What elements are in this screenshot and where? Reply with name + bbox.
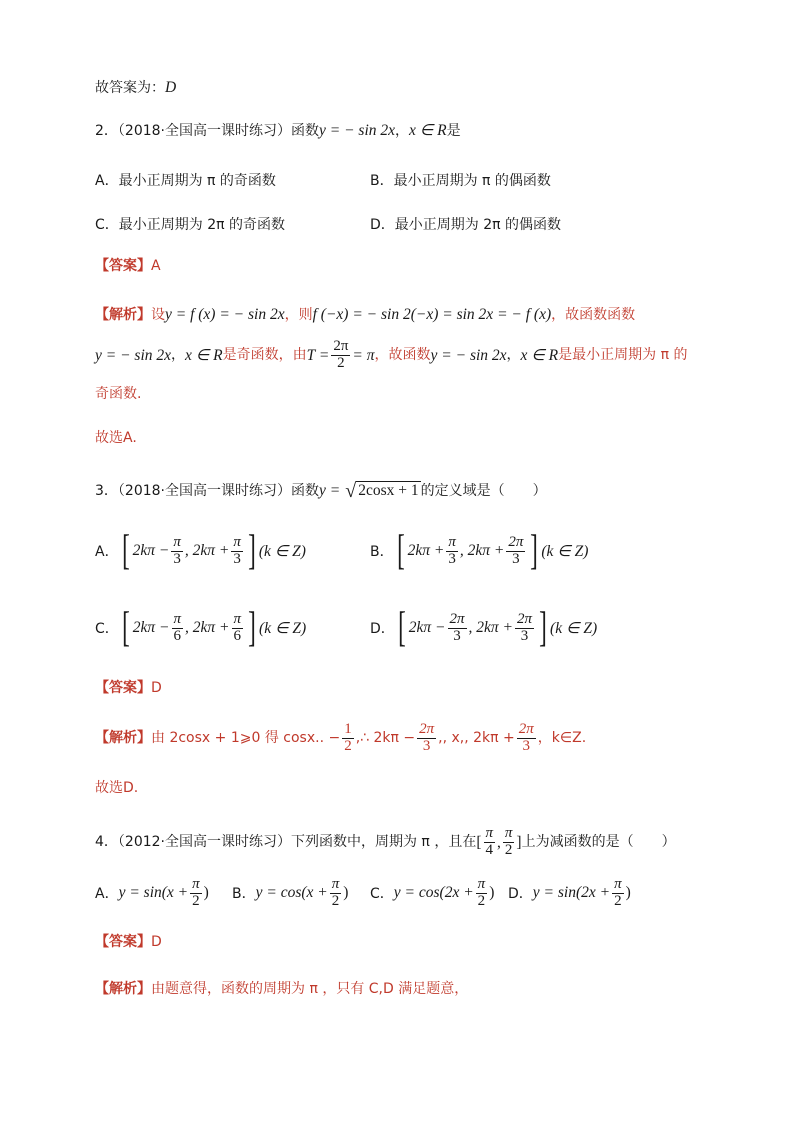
- q3-option-d-label: D．: [370, 621, 395, 637]
- fraction-den: 6: [233, 627, 242, 644]
- q3-exp-c: ,, x,, 2kπ +: [438, 730, 515, 747]
- q2-exp1-b: y = f (x) = − sin 2x: [165, 306, 285, 323]
- q4-stem-b: 上为减函数的是（ ）: [521, 834, 676, 851]
- q3-exp-b: ,∴ 2kπ −: [355, 730, 416, 747]
- q2-exp2-a: y = − sin 2x: [95, 346, 172, 364]
- left-bracket: [: [121, 605, 130, 651]
- q2-option-c: [95, 214, 285, 234]
- q3-exp-a: 由 2cosx + 1⩾0 得 cosx.. −: [151, 730, 341, 747]
- q4-option-c-label: C．: [370, 886, 394, 903]
- q3-answer: [95, 681, 162, 695]
- fraction-num: π: [173, 533, 181, 550]
- answer-value: D: [151, 680, 162, 696]
- k-condition: (k ∈ Z): [541, 542, 589, 560]
- fraction-den: 2: [504, 841, 513, 858]
- fraction: [503, 826, 515, 859]
- fraction-den: 4: [485, 841, 493, 858]
- k-condition: (k ∈ Z): [259, 619, 307, 637]
- q2-explanation-line-3: [95, 387, 141, 401]
- q3-option-b: [370, 530, 588, 572]
- right-bracket: ]: [247, 528, 256, 574]
- q2-explanation-line-2: [95, 339, 688, 372]
- q2-exp2-k: 是最小正周期为 π 的: [558, 347, 688, 364]
- expr: y = sin(2x +: [532, 884, 611, 902]
- fraction-num: π: [485, 825, 494, 841]
- sqrt-sign: √: [345, 480, 357, 502]
- q2-exp2-b: ，: [171, 347, 186, 364]
- fraction: [171, 535, 183, 568]
- fraction-den: 2: [337, 354, 345, 371]
- q3-option-d: [370, 607, 597, 649]
- fraction-den: 3: [512, 550, 520, 567]
- explanation-tag: 【解析】: [95, 981, 151, 997]
- fraction: [476, 877, 488, 910]
- q3-option-b-label: B．: [370, 544, 394, 560]
- q2-option-a: [95, 170, 276, 190]
- q4-option-a: [95, 877, 209, 910]
- close-paren: ): [625, 884, 631, 902]
- fraction-num: π: [233, 533, 241, 550]
- fraction-num: π: [192, 876, 200, 892]
- q2-exp1-e: ，故函数函数: [551, 306, 636, 323]
- expr: , 2kπ +: [184, 542, 230, 559]
- fraction: [506, 535, 525, 568]
- q3-stem-y: y =: [319, 482, 341, 500]
- right-bracket: ]: [530, 528, 539, 574]
- q3-exp-d: ，k∈Z.: [537, 730, 587, 747]
- expr: y = sin(x +: [118, 884, 189, 902]
- left-bracket: [: [397, 605, 406, 651]
- q3-stem-a: 3．（2018·全国高一课时练习）函数: [95, 483, 319, 499]
- prev-answer-value: D: [165, 79, 177, 96]
- q2-option-a-text: A．最小正周期为 π 的奇函数: [95, 173, 276, 189]
- fraction: [232, 612, 244, 645]
- fraction: [446, 535, 458, 568]
- q3-choose-text: 故选D.: [95, 780, 139, 796]
- close-paren: ): [203, 884, 209, 902]
- fraction-num: π: [233, 610, 242, 627]
- fraction-num: π: [614, 876, 622, 892]
- left-bracket: [: [396, 528, 405, 574]
- q2-choose-text: 故选A.: [95, 430, 137, 446]
- fraction-den: 2: [344, 737, 352, 754]
- expr: y = cos(x +: [255, 884, 328, 902]
- q2-sep: ，: [395, 122, 410, 139]
- fraction-num: 2π: [419, 721, 435, 737]
- q2-domain: x ∈ R: [409, 122, 447, 139]
- expr: 2kπ −: [408, 619, 446, 636]
- q2-stem-text: 2．（2018·全国高一课时练习）函数: [95, 122, 319, 139]
- q2-exp2-c: x ∈ R: [185, 346, 223, 364]
- fraction-den: 3: [453, 627, 461, 644]
- fraction-den: 3: [173, 550, 181, 567]
- fraction-num: 2π: [517, 610, 533, 627]
- q2-choose: [95, 431, 137, 445]
- expr: , 2kπ +: [185, 619, 230, 636]
- fraction-den: 3: [520, 627, 529, 644]
- q3-option-a-label: A．: [95, 544, 119, 560]
- expr: , 2kπ +: [459, 542, 505, 559]
- sqrt-radicand: 2cosx + 1: [358, 482, 419, 499]
- fraction: [515, 612, 534, 645]
- q2-answer: [95, 259, 161, 273]
- interval-comma: ,: [497, 833, 501, 851]
- fraction-den: 2: [614, 892, 622, 909]
- fraction-den: 2: [331, 892, 340, 909]
- fraction-num: π: [448, 533, 456, 550]
- q2-exp1-c: ，则: [284, 306, 313, 323]
- q2-exp2-g: ，故函数: [374, 347, 431, 364]
- q2-exp2-j: x ∈ R: [520, 346, 559, 364]
- q2-exp1-a: 设: [151, 306, 165, 323]
- fraction-num: π: [477, 876, 486, 892]
- q4-option-b: [232, 877, 348, 910]
- q2-exp2-h: y = − sin 2x: [430, 346, 507, 364]
- q4-option-d: [508, 877, 631, 910]
- fraction-den: 3: [422, 737, 431, 754]
- fraction-den: 6: [173, 627, 182, 644]
- prev-answer-line: [95, 80, 176, 96]
- q3-explanation: [95, 722, 586, 755]
- q2-exp2-fraction: [331, 339, 350, 372]
- fraction-num: π: [331, 876, 340, 892]
- fraction: [417, 722, 436, 755]
- q2-exp2-i: ，: [506, 347, 521, 364]
- q2-option-d: [370, 214, 561, 234]
- q2-exp1-d: f (−x) = − sin 2(−x) = sin 2x = − f (x): [312, 306, 552, 323]
- answer-tag: 【答案】: [95, 258, 151, 274]
- fraction: [448, 612, 467, 645]
- q4-option-c: [370, 877, 494, 910]
- fraction-num: 2π: [333, 338, 349, 354]
- q4-option-b-label: B．: [232, 886, 256, 903]
- close-paren: ): [489, 884, 495, 902]
- fraction-den: 3: [233, 550, 241, 567]
- fraction-den: 3: [448, 550, 456, 567]
- explanation-tag: 【解析】: [95, 306, 151, 323]
- fraction-num: 2π: [518, 721, 534, 737]
- answer-value: D: [151, 934, 162, 950]
- q2-exp2-e: T =: [306, 346, 330, 364]
- q2-exp2-d: 是奇函数，由: [222, 347, 307, 364]
- q2-option-d-text: D．最小正周期为 2π 的偶函数: [370, 217, 562, 233]
- prev-answer-text: 故答案为：: [95, 79, 165, 96]
- q4-stem-a: 4．（2012·全国高一课时练习）下列函数中，周期为 π ，且在: [95, 834, 477, 851]
- q3-sqrt: [345, 481, 420, 501]
- close-paren: ): [343, 884, 349, 902]
- k-condition: (k ∈ Z): [550, 619, 598, 637]
- right-bracket: ]: [248, 605, 256, 651]
- fraction: [484, 826, 496, 859]
- fraction: [172, 612, 184, 645]
- fraction: [342, 722, 354, 755]
- q2-stem: [95, 123, 461, 139]
- fraction: [231, 535, 243, 568]
- expr: 2kπ −: [132, 619, 170, 636]
- fraction: [330, 877, 342, 910]
- answer-tag: 【答案】: [95, 680, 151, 696]
- explanation-tag: 【解析】: [95, 730, 151, 747]
- q2-option-c-text: C．最小正周期为 2π 的奇函数: [95, 217, 286, 233]
- q4-explanation: [95, 982, 468, 996]
- q4-option-d-label: D．: [508, 886, 533, 903]
- fraction-num: 1: [344, 721, 352, 737]
- fraction-den: 2: [192, 892, 200, 909]
- q4-stem: [95, 826, 676, 859]
- fraction-den: 3: [522, 737, 531, 754]
- q2-option-b: [370, 170, 551, 190]
- q2-exp3: 奇函数.: [95, 386, 142, 402]
- q2-end: 是: [446, 122, 461, 139]
- fraction: [517, 722, 536, 755]
- fraction-num: 2π: [508, 533, 524, 550]
- right-bracket: ]: [539, 605, 547, 651]
- answer-value: A: [151, 258, 161, 274]
- fraction-num: 2π: [449, 610, 465, 627]
- q4-exp-text: 由题意得，函数的周期为 π ，只有 C,D 满足题意，: [151, 981, 469, 997]
- fraction-den: 2: [477, 892, 486, 909]
- q3-stem: [95, 481, 547, 501]
- q4-answer: [95, 935, 162, 949]
- fraction-num: π: [504, 825, 513, 841]
- q3-option-a: [95, 530, 306, 572]
- q3-choose: [95, 781, 138, 795]
- expr: , 2kπ +: [468, 619, 514, 636]
- answer-tag: 【答案】: [95, 934, 151, 950]
- q2-exp2-f: = π: [352, 346, 375, 364]
- q3-stem-b: 的定义域是（ ）: [420, 483, 547, 499]
- fraction-num: π: [173, 610, 182, 627]
- q3-option-c-label: C．: [95, 621, 119, 637]
- expr: 2kπ +: [407, 542, 445, 559]
- interval-close: ]: [516, 833, 522, 851]
- fraction: [190, 877, 202, 910]
- q2-option-b-text: B．最小正周期为 π 的偶函数: [370, 173, 551, 189]
- q2-func: y = − sin 2x: [319, 122, 396, 139]
- q4-option-a-label: A．: [95, 886, 119, 903]
- fraction: [612, 877, 624, 910]
- q3-option-c: [95, 607, 306, 649]
- left-bracket: [: [121, 528, 130, 574]
- expr: y = cos(2x +: [393, 884, 474, 902]
- q2-explanation-line-1: [95, 307, 635, 323]
- k-condition: (k ∈ Z): [258, 542, 306, 560]
- interval-open: [: [476, 833, 482, 851]
- expr: 2kπ −: [132, 542, 170, 559]
